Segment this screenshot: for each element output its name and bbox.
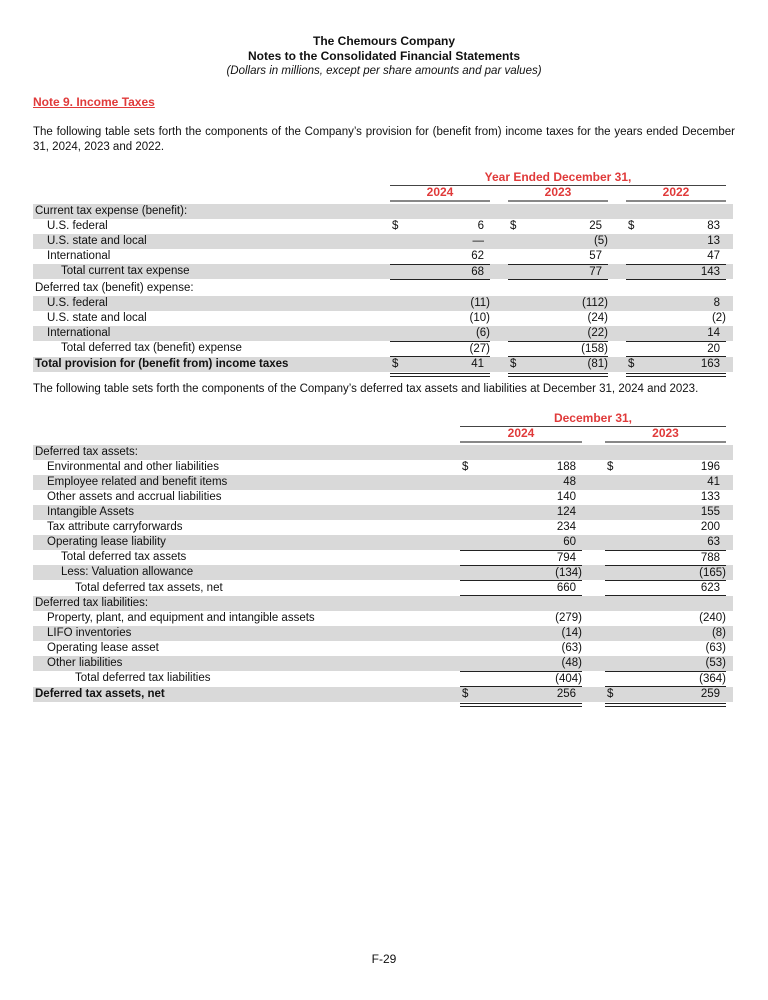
row-label: Deferred tax assets:	[35, 446, 138, 458]
value-2024: (404)	[555, 673, 582, 685]
value-2024: (10)	[469, 312, 490, 324]
value-2023: 63	[707, 536, 720, 548]
table-row	[33, 505, 733, 520]
table-row	[33, 445, 733, 460]
value-2024: 62	[471, 250, 484, 262]
value-2022: 14	[707, 327, 720, 339]
value-2024: 660	[556, 582, 576, 594]
table-row	[33, 656, 733, 671]
company-name: The Chemours Company	[312, 34, 456, 48]
table-row	[33, 460, 733, 475]
table-row	[33, 264, 733, 279]
document-subtitle: Notes to the Consolidated Financial Statements	[247, 49, 521, 63]
value-2024: 48	[563, 476, 576, 488]
page-number: F-29	[371, 952, 397, 966]
value-2024: 140	[556, 491, 576, 503]
row-label: Employee related and benefit items	[47, 476, 228, 488]
column-header-2022: 2022	[626, 185, 726, 202]
table-row	[33, 204, 733, 219]
value-2022: (2)	[711, 312, 726, 324]
dollar-sign: $	[510, 220, 517, 232]
value-2024: (48)	[561, 657, 582, 669]
dollar-sign: $	[392, 358, 399, 370]
table-row	[33, 234, 733, 249]
value-2024: (6)	[475, 327, 490, 339]
value-2023: 133	[700, 491, 720, 503]
dollar-sign: $	[510, 358, 517, 370]
value-2024: 234	[556, 521, 576, 533]
table-row	[33, 311, 733, 326]
value-2024: (27)	[469, 343, 490, 355]
dollar-sign: $	[462, 688, 469, 700]
value-2023: 77	[589, 266, 602, 278]
value-2023: (165)	[699, 567, 726, 579]
row-label: Intangible Assets	[47, 506, 134, 518]
table-row	[33, 490, 733, 505]
row-label: U.S. state and local	[47, 235, 147, 247]
row-label: Total provision for (benefit from) income taxes	[35, 358, 289, 370]
value-2023: (63)	[705, 642, 726, 654]
value-2024: (134)	[555, 567, 582, 579]
table-row	[33, 611, 733, 626]
value-2023: (53)	[705, 657, 726, 669]
row-label: LIFO inventories	[47, 627, 132, 639]
units-note: (Dollars in millions, except per share amounts and par values)	[226, 65, 542, 77]
value-2023: (240)	[699, 612, 726, 624]
row-label: Other assets and accrual liabilities	[47, 491, 222, 503]
page-header	[0, 34, 768, 79]
value-2022: 20	[707, 343, 720, 355]
table-row	[33, 296, 733, 311]
value-2023: 25	[589, 220, 602, 232]
value-2023: (158)	[581, 343, 608, 355]
value-2023: (364)	[699, 673, 726, 685]
row-label: Property, plant, and equipment and intangible assets	[47, 612, 315, 624]
dollar-sign: $	[628, 358, 635, 370]
table-row	[33, 281, 733, 296]
value-2023: 41	[707, 476, 720, 488]
column-span-header: December 31,	[460, 411, 726, 427]
value-2022: 163	[700, 358, 720, 370]
value-2024: 794	[556, 552, 576, 564]
dollar-sign: $	[607, 461, 614, 473]
column-header-2023: 2023	[605, 426, 726, 443]
row-label: Current tax expense (benefit):	[35, 205, 188, 217]
dollar-sign: $	[628, 220, 635, 232]
value-2024: 188	[556, 461, 576, 473]
value-2024: 256	[556, 688, 576, 700]
table-row	[33, 535, 733, 550]
row-label: U.S. federal	[47, 220, 108, 232]
table-row	[33, 249, 733, 264]
value-2023: (22)	[587, 327, 608, 339]
table-row	[33, 596, 733, 611]
row-label: Deferred tax (benefit) expense:	[35, 282, 194, 294]
column-header-2024: 2024	[460, 426, 582, 443]
table-row	[33, 219, 733, 234]
row-label: Deferred tax assets, net	[35, 688, 165, 700]
value-2023: 259	[700, 688, 720, 700]
value-2023: (8)	[711, 627, 726, 639]
table-row	[33, 626, 733, 641]
table-row	[33, 581, 733, 596]
table-row	[33, 326, 733, 341]
value-2024: 60	[563, 536, 576, 548]
value-2022: 47	[707, 250, 720, 262]
value-2024: (11)	[470, 297, 490, 309]
dollar-sign: $	[462, 461, 469, 473]
value-2022: 13	[707, 235, 720, 247]
value-2024: —	[472, 235, 484, 247]
value-2023: 623	[700, 582, 720, 594]
row-label: International	[47, 250, 111, 262]
value-2023: 788	[700, 552, 720, 564]
row-label: Total deferred tax (benefit) expense	[61, 342, 242, 354]
row-label: Tax attribute carryforwards	[47, 521, 183, 533]
table-row	[33, 550, 733, 565]
row-label: Less: Valuation allowance	[61, 566, 194, 578]
row-label: Total current tax expense	[61, 265, 190, 277]
column-header-2024: 2024	[390, 185, 490, 202]
value-2022: 8	[713, 297, 720, 309]
value-2022: 143	[700, 266, 720, 278]
value-2024: 41	[471, 358, 484, 370]
row-label: Environmental and other liabilities	[47, 461, 219, 473]
row-label: U.S. state and local	[47, 312, 147, 324]
value-2024: 6	[477, 220, 484, 232]
row-label: Operating lease liability	[47, 536, 166, 548]
row-label: U.S. federal	[47, 297, 108, 309]
column-header-2023: 2023	[508, 185, 608, 202]
table-row	[33, 565, 733, 580]
row-label: Deferred tax liabilities:	[35, 597, 149, 609]
row-label: International	[47, 327, 111, 339]
value-2022: 83	[707, 220, 720, 232]
intro-paragraph-1: The following table sets forth the components of the Company’s provision for (benefit from) income taxes for the years ended December 31, 2024, 2023 and 2022.	[33, 126, 735, 153]
value-2024: (279)	[555, 612, 582, 624]
value-2023: (24)	[587, 312, 608, 324]
row-label: Total deferred tax assets	[61, 551, 187, 563]
column-span-header: Year Ended December 31,	[390, 170, 726, 186]
value-2024: (14)	[561, 627, 582, 639]
dollar-sign: $	[392, 220, 399, 232]
value-2023: (5)	[593, 235, 608, 247]
value-2024: 68	[471, 266, 484, 278]
table-row	[33, 475, 733, 490]
note-title: Note 9. Income Taxes	[33, 95, 155, 109]
value-2024: 124	[556, 506, 576, 518]
row-label: Other liabilities	[47, 657, 123, 669]
value-2023: 200	[700, 521, 720, 533]
value-2023: (112)	[582, 297, 608, 309]
intro-paragraph-2: The following table sets forth the components of the Company’s deferred tax assets and liabilities at December 31, 2024 and 2023.	[33, 383, 699, 395]
row-label: Operating lease asset	[47, 642, 159, 654]
table-row	[33, 671, 733, 686]
table-row	[33, 341, 733, 356]
row-label: Total deferred tax liabilities	[75, 672, 211, 684]
row-label: Total deferred tax assets, net	[75, 582, 223, 594]
value-2023: (81)	[587, 358, 608, 370]
table-row	[33, 641, 733, 656]
value-2023: 57	[589, 250, 602, 262]
table-row	[33, 357, 733, 372]
value-2024: (63)	[561, 642, 582, 654]
table-row	[33, 687, 733, 702]
table-row	[33, 520, 733, 535]
dollar-sign: $	[607, 688, 614, 700]
value-2023: 155	[700, 506, 720, 518]
value-2023: 196	[700, 461, 720, 473]
